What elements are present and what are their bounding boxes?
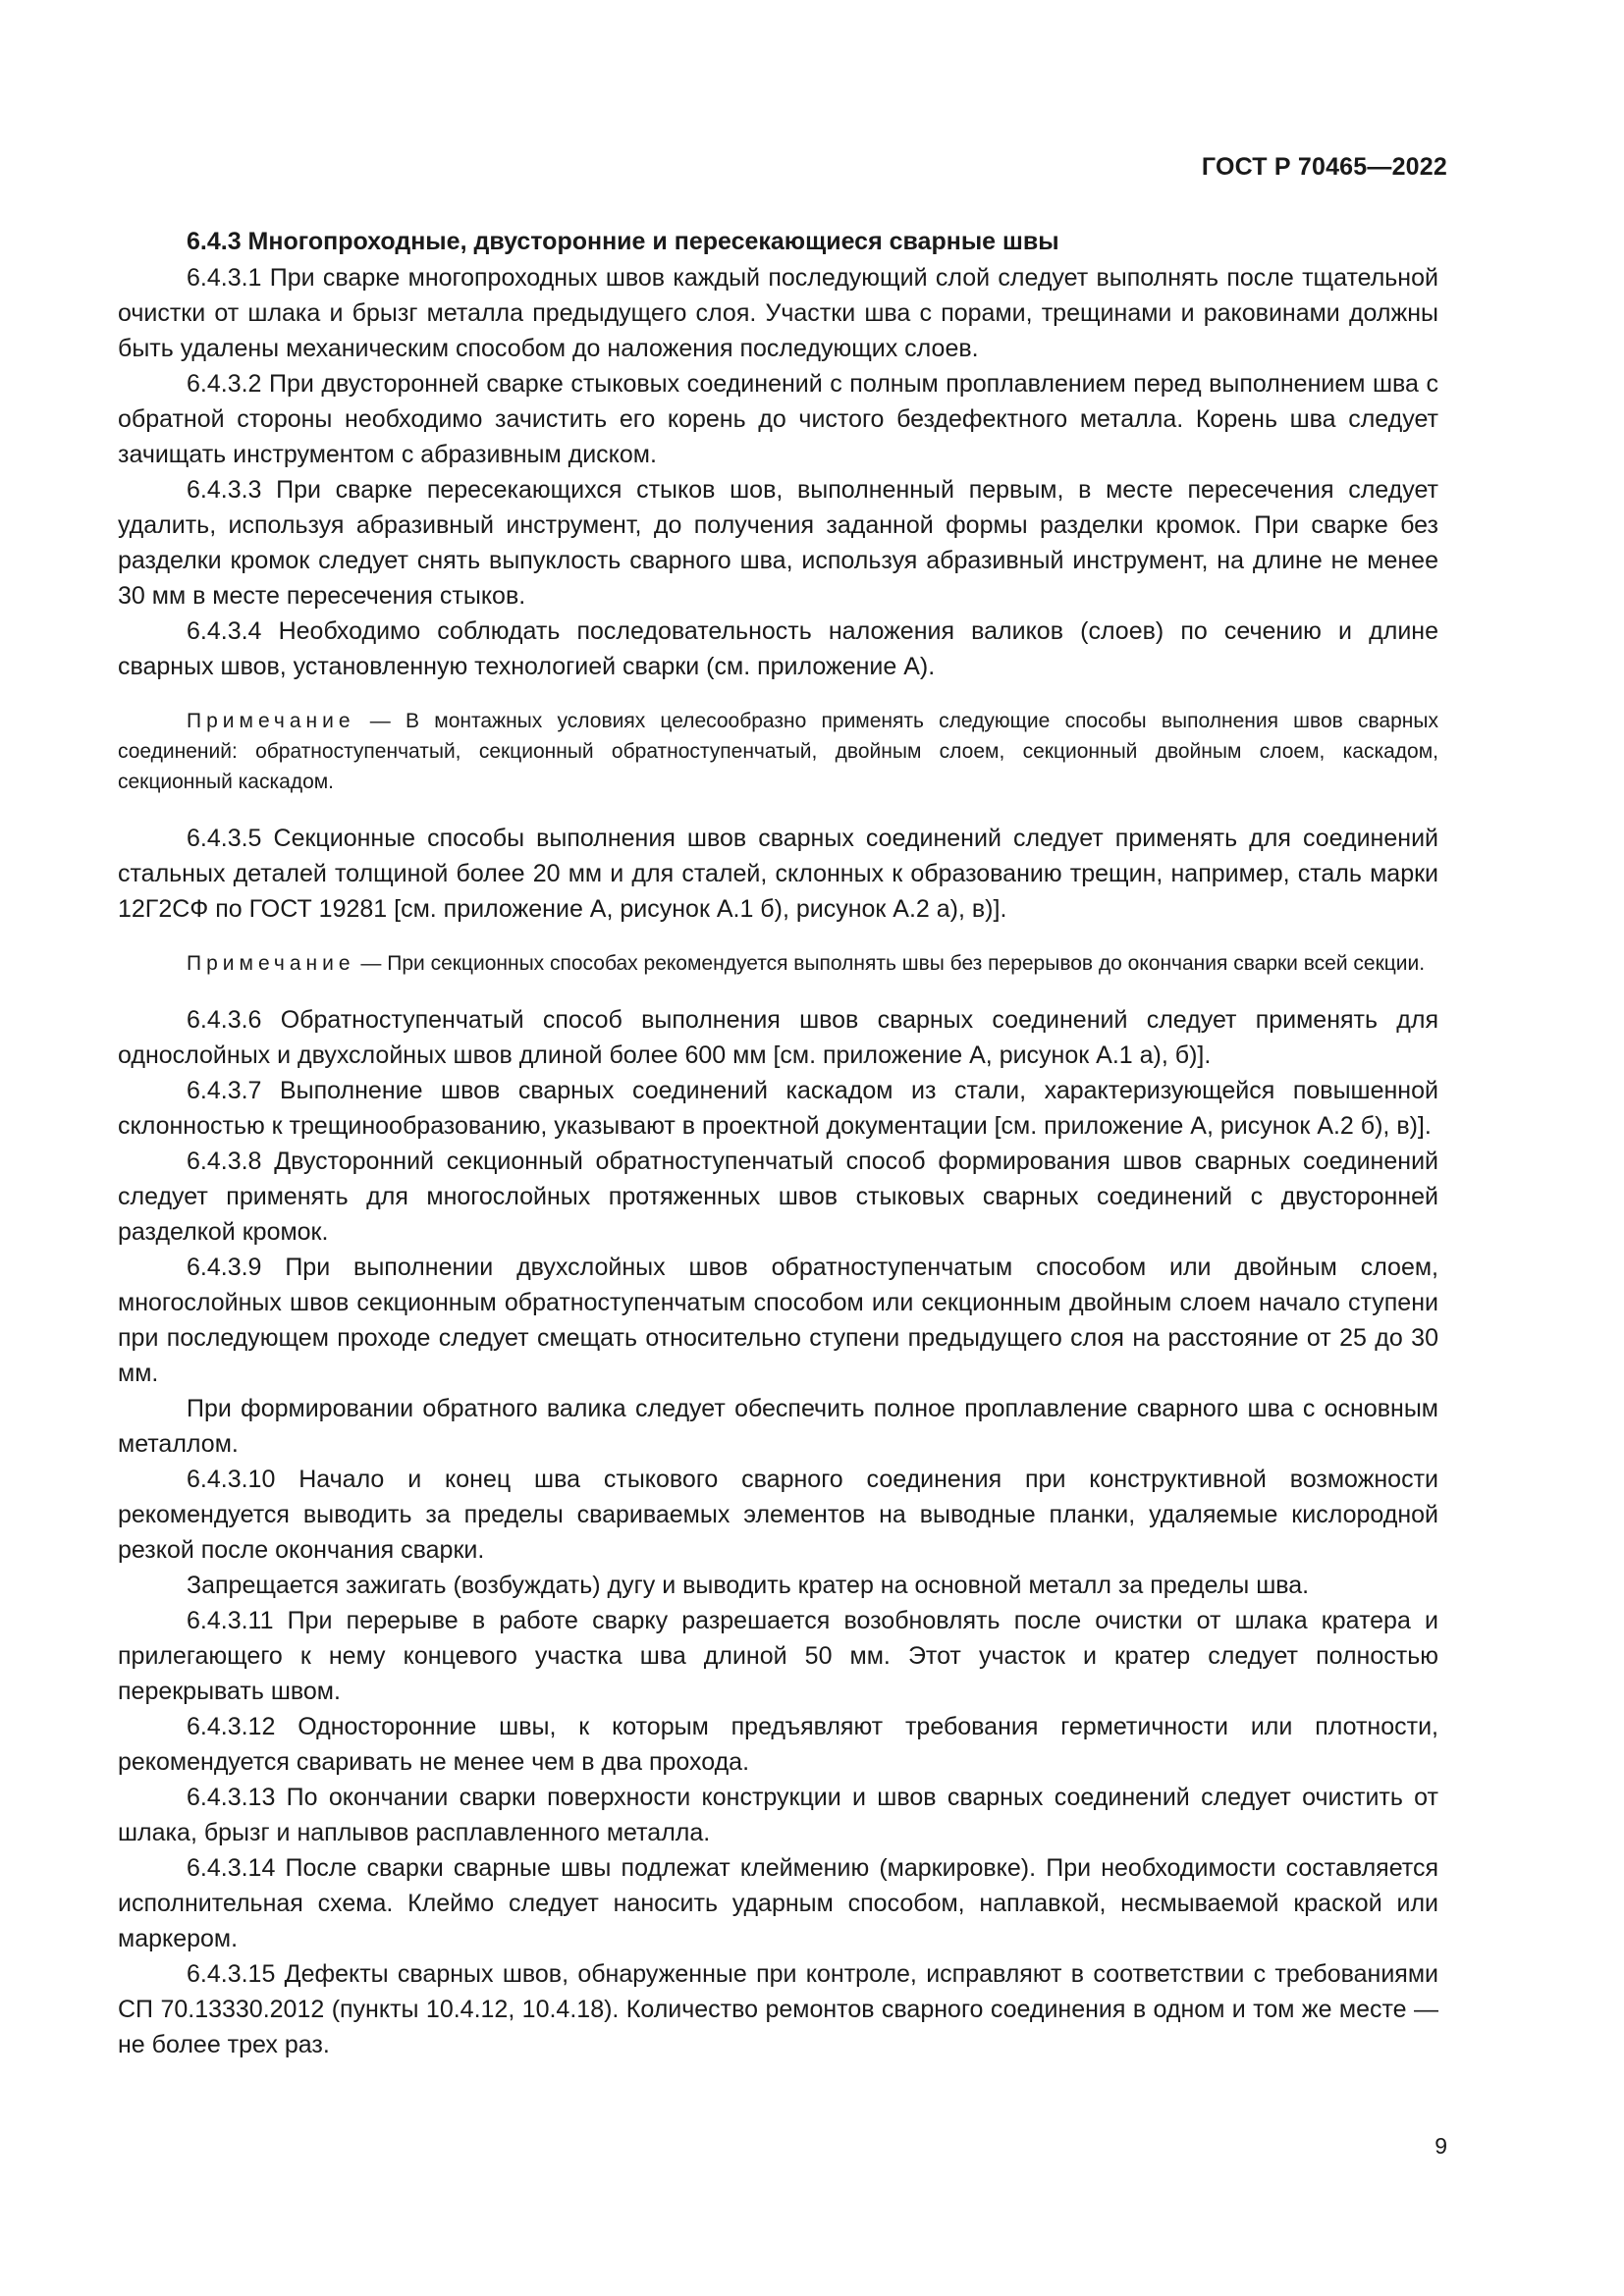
- paragraph-6-4-3-5: 6.4.3.5 Секционные способы выполнения швов сварных соединений следует применять для соединений стальных деталей толщиной более 20 мм и для сталей, склонных к образованию трещин, например, сталь марки 12Г2СФ по ГОСТ 19281 [см. приложение А, рисунок А.1 б), рисунок А.2 а), в)].: [118, 825, 1438, 923]
- paragraph-6-4-3-12: 6.4.3.12 Односторонние швы, к которым предъявляют требования герметичности или плотности, рекомендуется сваривать не менее чем в два прохода.: [118, 1713, 1438, 1776]
- paragraph-6-4-3-10: 6.4.3.10 Начало и конец шва стыкового сварного соединения при конструктивной возможности рекомендуется выводить за пределы свариваемых элементов на выводные планки, удаляемые кислородной резкой после окончания сварки.: [118, 1466, 1438, 1564]
- paragraph-6-4-3-6: 6.4.3.6 Обратноступенчатый способ выполнения швов сварных соединений следует применять для однослойных и двухслойных швов длиной более 600 мм [см. приложение А, рисунок А.1 а), б)].: [118, 1006, 1438, 1069]
- note-label: Примечание: [187, 710, 355, 732]
- document-code-header: ГОСТ Р 70465—2022: [1201, 153, 1447, 181]
- page-number: 9: [1435, 2133, 1447, 2159]
- note-sectional-methods: [118, 948, 1438, 979]
- document-body: [118, 224, 1438, 2062]
- note-mounting-conditions: [118, 706, 1438, 797]
- section-heading: 6.4.3 Многопроходные, двусторонние и пересекающиеся сварные швы: [187, 228, 1059, 255]
- paragraph-6-4-3-13: 6.4.3.13 По окончании сварки поверхности конструкции и швов сварных соединений следует очистить от шлака, брызг и наплывов расплавленного металла.: [118, 1784, 1438, 1846]
- note-label: Примечание: [187, 952, 355, 975]
- note-text: — При секционных способах рекомендуется выполнять швы без перерывов до окончания сварки всей секции.: [354, 952, 1426, 975]
- paragraph-6-4-3-7: 6.4.3.7 Выполнение швов сварных соединений каскадом из стали, характеризующейся повышенной склонностью к трещинообразованию, указывают в проектной документации [см. приложение А, рисунок А.2 б), в)].: [118, 1077, 1438, 1140]
- paragraph-6-4-3-3: 6.4.3.3 При сварке пересекающихся стыков шов, выполненный первым, в месте пересечения следует удалить, используя абразивный инструмент, до получения заданной формы разделки кромок. При сварке без разделки кромок следует снять выпуклость сварного шва, используя абразивный инструмент, на длине не менее 30 мм в месте пересечения стыков.: [118, 476, 1438, 610]
- paragraph-reverse-bead: При формировании обратного валика следует обеспечить полное проплавление сварного шва с основным металлом.: [118, 1395, 1438, 1458]
- paragraph-6-4-3-4: 6.4.3.4 Необходимо соблюдать последовательность наложения валиков (слоев) по сечению и длине сварных швов, установленную технологией сварки (см. приложение А).: [118, 617, 1438, 680]
- paragraph-6-4-3-11: 6.4.3.11 При перерыве в работе сварку разрешается возобновлять после очистки от шлака кратера и прилегающего к нему концевого участка шва длиной 50 мм. Этот участок и кратер следует полностью перекрывать швом.: [118, 1607, 1438, 1705]
- note-text: — В монтажных условиях целесообразно применять следующие способы выполнения швов сварных соединений: обратноступенчатый, секционный обратноступенчатый, двойным слоем, секционный двойным слоем, каскадом, секционный каскадом.: [118, 710, 1438, 793]
- paragraph-arc-prohibition: Запрещается зажигать (возбуждать) дугу и выводить кратер на основной металл за пределы шва.: [187, 1572, 1310, 1599]
- paragraph-6-4-3-15: 6.4.3.15 Дефекты сварных швов, обнаруженные при контроле, исправляют в соответствии с требованиями СП 70.13330.2012 (пункты 10.4.12, 10.4.18). Количество ремонтов сварного соединения в одном и том же месте — не более трех раз.: [118, 1960, 1438, 2058]
- paragraph-6-4-3-8: 6.4.3.8 Двусторонний секционный обратноступенчатый способ формирования швов сварных соединений следует применять для многослойных протяженных швов стыковых сварных соединений с двусторонней разделкой кромок.: [118, 1148, 1438, 1246]
- paragraph-6-4-3-9: 6.4.3.9 При выполнении двухслойных швов обратноступенчатым способом или двойным слоем, многослойных швов секционным обратноступенчатым способом или секционным двойным слоем начало ступени при последующем проходе следует смещать относительно ступени предыдущего слоя на расстояние от 25 до 30 мм.: [118, 1254, 1438, 1387]
- paragraph-6-4-3-14: 6.4.3.14 После сварки сварные швы подлежат клеймению (маркировке). При необходимости составляется исполнительная схема. Клеймо следует наносить ударным способом, наплавкой, несмываемой краской или маркером.: [118, 1854, 1438, 1952]
- paragraph-6-4-3-1: 6.4.3.1 При сварке многопроходных швов каждый последующий слой следует выполнять после тщательной очистки от шлака и брызг металла предыдущего слоя. Участки шва с порами, трещинами и раковинами должны быть удалены механическим способом до наложения последующих слоев.: [118, 264, 1438, 362]
- paragraph-6-4-3-2: 6.4.3.2 При двусторонней сварке стыковых соединений с полным проплавлением перед выполнением шва с обратной стороны необходимо зачистить его корень до чистого бездефектного металла. Корень шва следует зачищать инструментом с абразивным диском.: [118, 370, 1438, 468]
